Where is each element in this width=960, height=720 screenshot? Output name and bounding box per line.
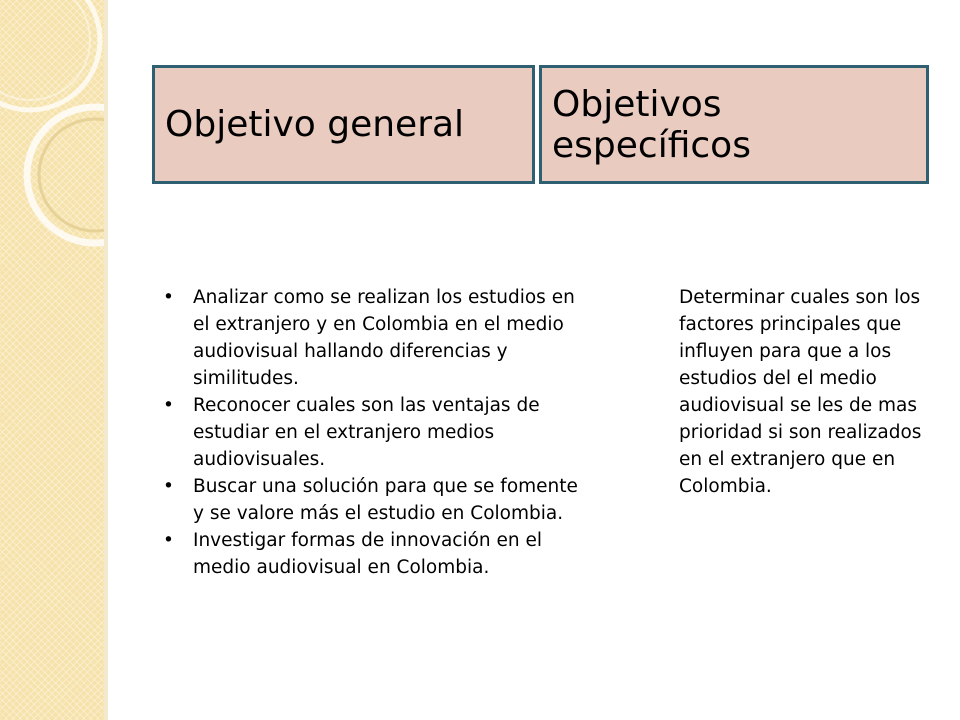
header-objetivos-especificos-label: Objetivos específicos (552, 83, 751, 166)
list-item: • Buscar una solución para que se fomente y se valore más el estudio en Colombia. (160, 473, 580, 527)
strip-edge (104, 0, 108, 720)
decorative-circles (0, 0, 104, 720)
header-objetivo-general (152, 65, 535, 184)
header-objetivos-especificos (539, 65, 929, 184)
general-objectives-list (160, 284, 580, 581)
header-objetivo-general-label: Objetivo general (165, 104, 465, 145)
list-item: • Investigar formas de innovación en el medio audiovisual en Colombia. (160, 527, 580, 581)
specific-objective-text: Determinar cuales son los factores principales que influyen para que a los estudios del el medio audiovisual se les de mas prioridad si son realizados en el extranjero que en Colombia. (679, 287, 922, 497)
decorative-side-strip (0, 0, 104, 720)
list-item: • Reconocer cuales son las ventajas de estudiar en el extranjero medios audiovisuales. (160, 392, 580, 473)
list-item: • Analizar como se realizan los estudios en el extranjero y en Colombia en el medio audiovisual hallando diferencias y similitudes. (160, 284, 580, 392)
